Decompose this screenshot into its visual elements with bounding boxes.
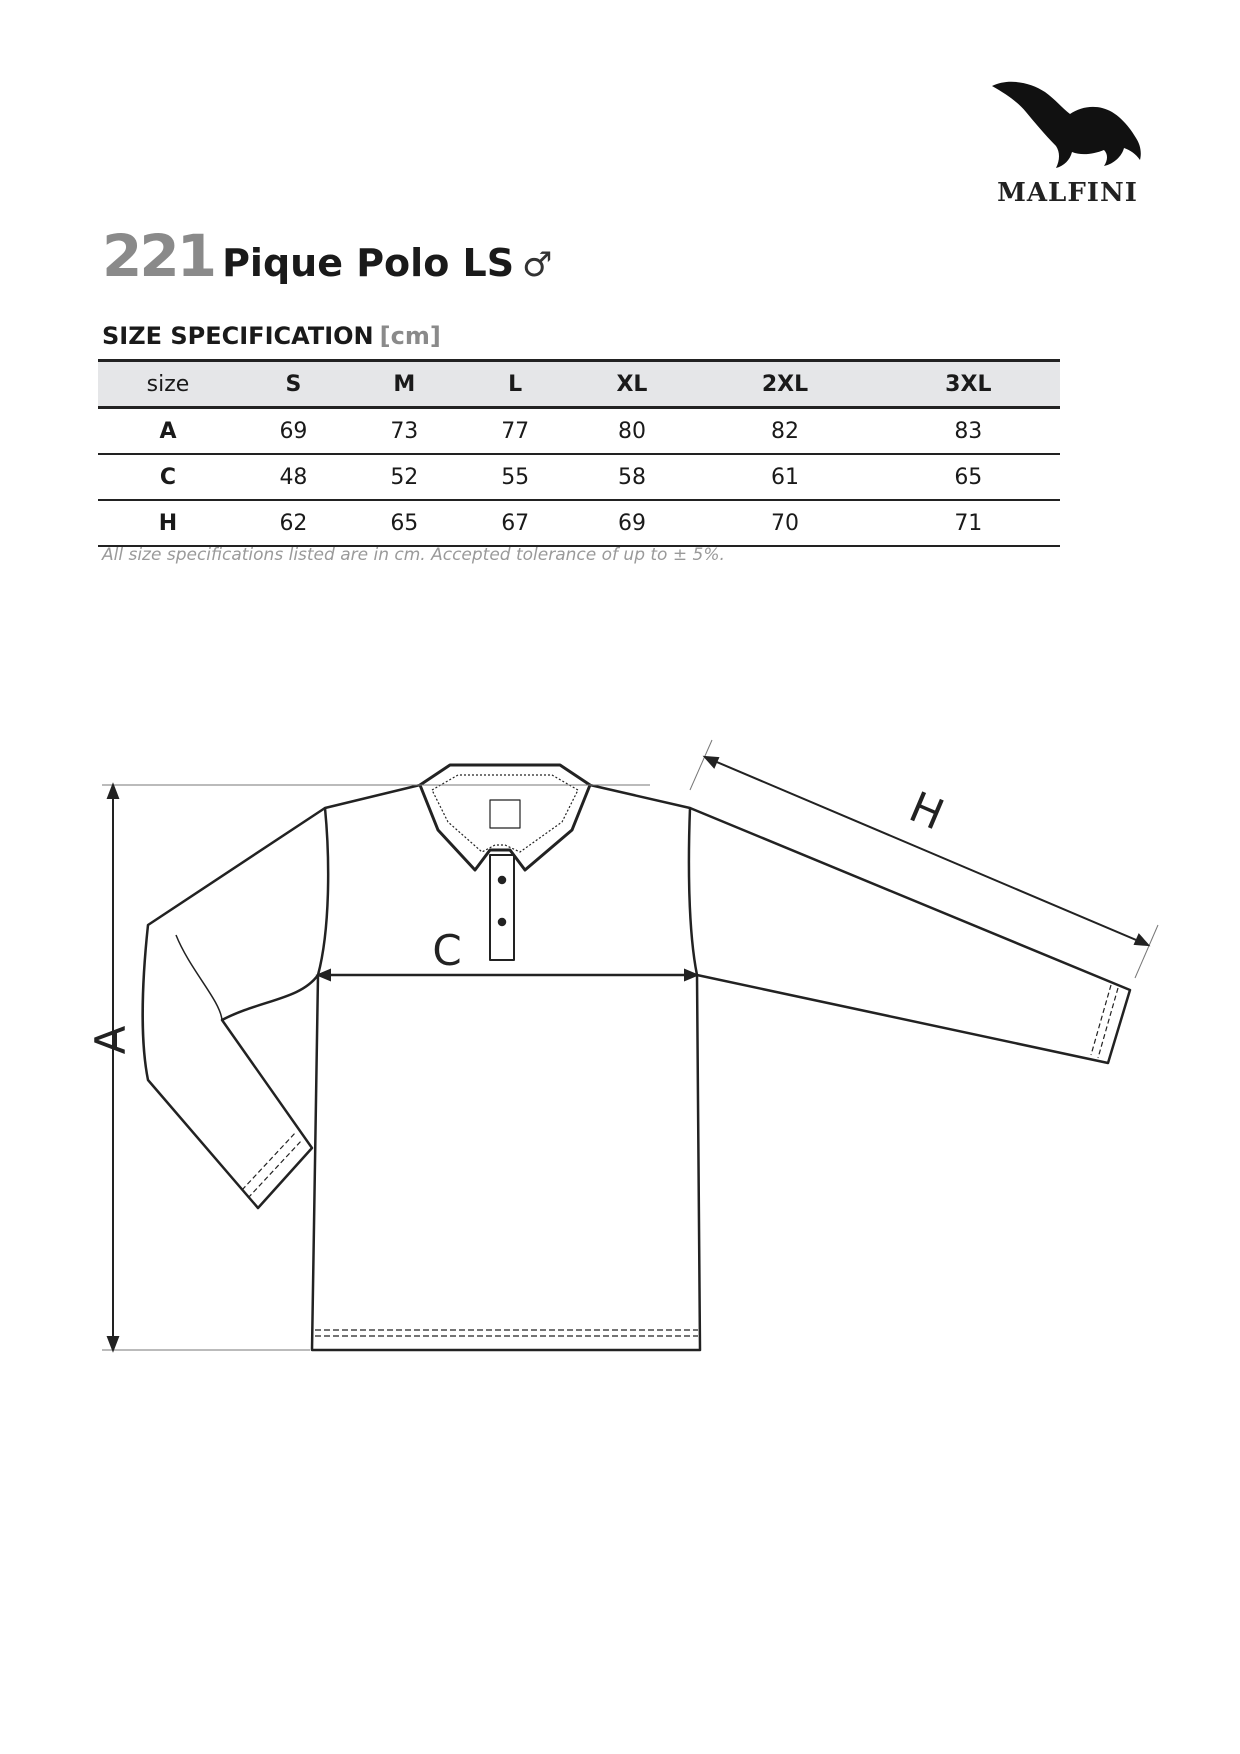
column-header: 2XL [693, 361, 876, 408]
table-cell: 55 [460, 454, 571, 500]
shirt-body [312, 975, 700, 1350]
spec-heading-text: SIZE SPECIFICATION [102, 322, 374, 350]
table-cell: 70 [693, 500, 876, 546]
product-number: 221 [102, 222, 215, 290]
table-cell: 80 [571, 408, 694, 455]
dimension-h [690, 740, 1158, 978]
table-cell: 82 [693, 408, 876, 455]
table-cell: 69 [238, 408, 349, 455]
table-cell: 71 [877, 500, 1060, 546]
dimension-c [318, 970, 697, 980]
dimension-label-a: A [86, 1025, 135, 1055]
product-title [102, 222, 553, 290]
table-cell: 62 [238, 500, 349, 546]
table-row [98, 454, 1060, 500]
brand-name: MALFINI [997, 178, 1138, 208]
column-header: 3XL [877, 361, 1060, 408]
column-header: M [349, 361, 460, 408]
table-cell: 61 [693, 454, 876, 500]
column-header: size [98, 361, 238, 408]
brand-logo [980, 78, 1155, 208]
garment-diagram [0, 700, 1240, 1360]
spec-heading [102, 322, 441, 350]
table-cell: 69 [571, 500, 694, 546]
right-sleeve [690, 808, 1130, 1063]
table-cell: 83 [877, 408, 1060, 455]
dimension-a [102, 785, 650, 1350]
size-table [98, 359, 1060, 547]
table-cell: 58 [571, 454, 694, 500]
table-cell: 65 [349, 500, 460, 546]
row-label: A [98, 408, 238, 455]
column-header: L [460, 361, 571, 408]
left-sleeve [143, 808, 325, 1208]
male-icon: ♂ [522, 245, 553, 285]
placket [490, 855, 514, 960]
table-cell: 77 [460, 408, 571, 455]
left-shoulder [318, 785, 697, 975]
spec-unit: [cm] [379, 322, 441, 350]
table-cell: 67 [460, 500, 571, 546]
row-label: H [98, 500, 238, 546]
table-cell: 65 [877, 454, 1060, 500]
table-cell: 73 [349, 408, 460, 455]
table-cell: 48 [238, 454, 349, 500]
dimension-label-c: C [432, 926, 462, 975]
table-row [98, 500, 1060, 546]
tolerance-note: All size specifications listed are in cm. Accepted tolerance of up to ± 5%. [102, 545, 725, 565]
eagle-icon [990, 78, 1150, 173]
table-row [98, 408, 1060, 455]
product-name: Pique Polo LS [222, 241, 515, 285]
column-header: S [238, 361, 349, 408]
table-cell: 52 [349, 454, 460, 500]
column-header: XL [571, 361, 694, 408]
row-label: C [98, 454, 238, 500]
table-header-row [98, 361, 1060, 408]
dimension-label-h: H [902, 782, 951, 840]
